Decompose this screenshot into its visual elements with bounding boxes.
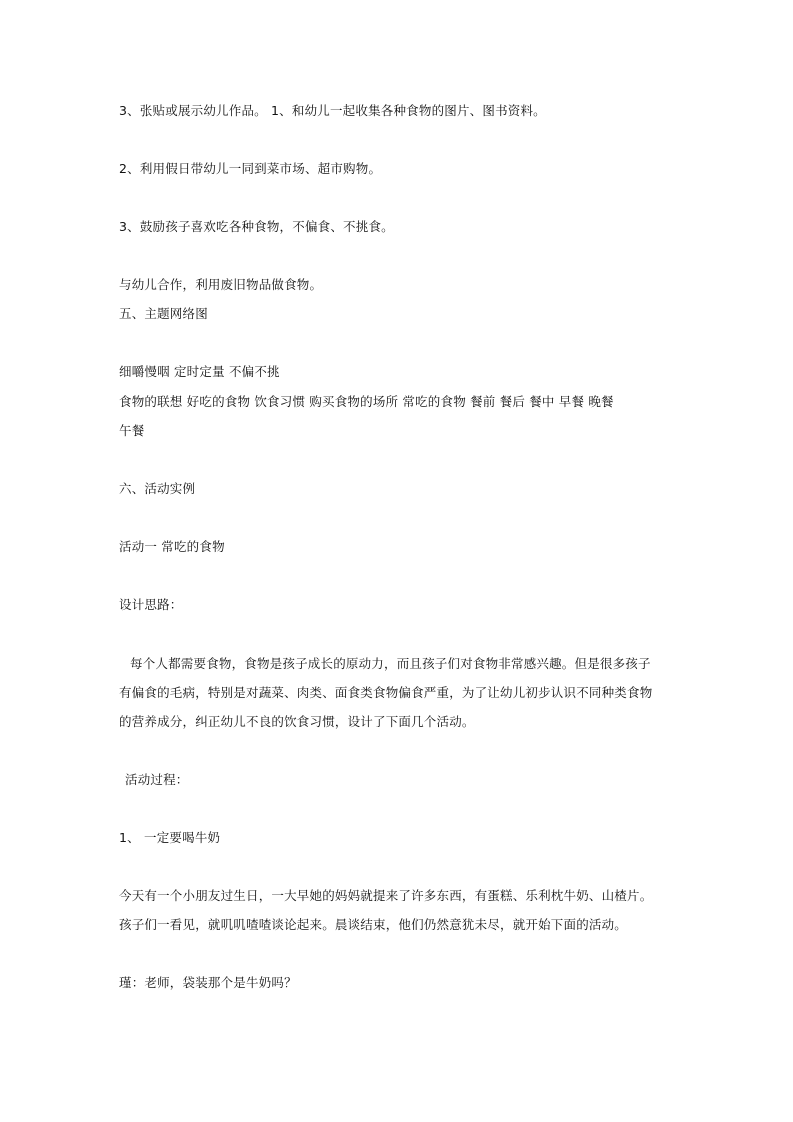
- design-idea-label: 设计思路：: [119, 597, 183, 612]
- story-line-1: 今天有一个小朋友过生日，一大早她的妈妈就提来了许多东西，有蛋糕、乐利枕牛奶、山楂片。: [119, 888, 653, 903]
- network-line-3: 午餐: [119, 423, 145, 438]
- activity-process-label: 活动过程：: [125, 772, 189, 787]
- design-paragraph-line-3: 的营养成分，纠正幼儿不良的饮食习惯，设计了下面几个活动。: [119, 714, 475, 729]
- text-line-4: 与幼儿合作，利用废旧物品做食物。: [119, 277, 323, 292]
- story-line-2: 孩子们一看见，就叽叽喳喳谈论起来。晨谈结束，他们仍然意犹未尽，就开始下面的活动。: [119, 917, 628, 932]
- design-paragraph-line-2: 有偏食的毛病，特别是对蔬菜、肉类、面食类食物偏食严重，为了让幼儿初步认识不同种类食物: [119, 685, 653, 700]
- text-line-2: 2、利用假日带幼儿一同到菜市场、超市购物。: [119, 161, 382, 176]
- design-paragraph-line-1: 每个人都需要食物，食物是孩子成长的原动力，而且孩子们对食物非常感兴趣。但是很多孩子: [130, 656, 651, 671]
- text-line-1: 3、张贴或展示幼儿作品。 1、和幼儿一起收集各种食物的图片、图书资料。: [119, 103, 546, 118]
- section-heading-topic-network: 五、主题网络图: [119, 306, 208, 321]
- network-line-1: 细嚼慢咽 定时定量 不偏不挑: [119, 364, 280, 379]
- activity-title: 活动一 常吃的食物: [119, 539, 225, 554]
- network-line-2: 食物的联想 好吃的食物 饮食习惯 购买食物的场所 常吃的食物 餐前 餐后 餐中 早餐 晚餐: [119, 394, 614, 409]
- section-heading-activity-examples: 六、活动实例: [119, 481, 196, 496]
- text-line-3: 3、鼓励孩子喜欢吃各种食物，不偏食、不挑食。: [119, 219, 394, 234]
- dialogue-line-1: 瑾：老师，袋装那个是牛奶吗？: [119, 975, 297, 990]
- activity-step-1: 1、 一定要喝牛奶: [119, 830, 221, 845]
